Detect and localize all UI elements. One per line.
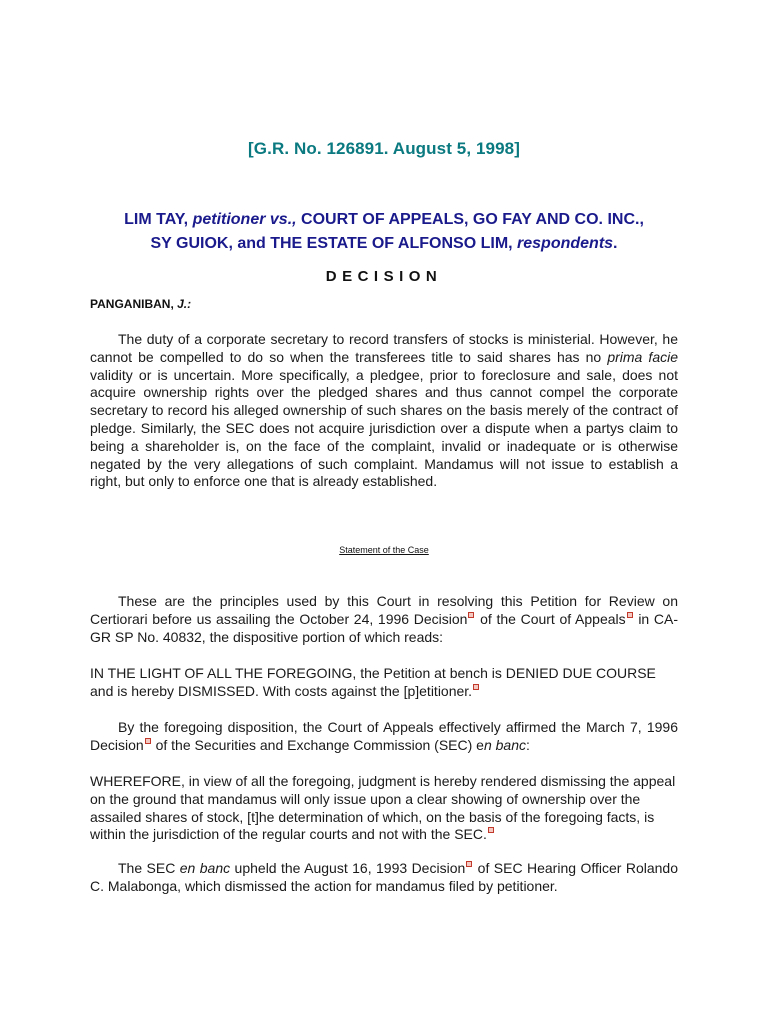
case-p1-text-1: These are the principles used by this Court in resolving this Petition for Review on Certiorari before us assailing the October 24, 1996 Decision: [90, 593, 678, 627]
ponente-name: PANGANIBAN,: [90, 297, 178, 311]
respondents-line2: SY GUIOK, and THE ESTATE OF ALFONSO LIM,: [150, 235, 518, 252]
case-p1-text-2: of the Court of Appeals: [475, 610, 626, 627]
ponente: [90, 297, 191, 311]
footnote-6-icon[interactable]: [466, 861, 472, 867]
decision-heading: DECISION: [325, 268, 443, 285]
respondents-line1: COURT OF APPEALS, GO FAY AND CO. INC.,: [296, 211, 644, 228]
case-paragraph-3: [90, 860, 678, 896]
quote2-text: WHEREFORE, in view of all the foregoing, judgment is hereby rendered dismissing the appeal on the ground that mandamus will only issue upon a clear showing of ownership over the assailed shares of stock, [t]he determination of which, on the basis of the foregoing facts, is within the jurisdiction of the regular courts and not with the SEC.: [90, 773, 676, 843]
footnote-4-icon[interactable]: [145, 738, 151, 744]
ponente-title: J.:: [177, 297, 192, 311]
footnote-3-icon[interactable]: [473, 684, 479, 690]
quote1-text: IN THE LIGHT OF ALL THE FOREGOING, the Petition at bench is DENIED DUE COURSE and is hereby DISMISSED. With costs against the [p]etitioner.: [90, 665, 656, 699]
intro-paragraph: [90, 331, 678, 491]
case-number-title: [G.R. No. 126891. August 5, 1998]: [248, 139, 520, 158]
case-p3-text-2: upheld the August 16, 1993 Decision: [230, 860, 466, 876]
intro-text-1: The duty of a corporate secretary to record transfers of stocks is ministerial. However, he cannot be compelled to do so when the transferees title to said shares has no: [90, 331, 678, 365]
case-p3-text-1: The SEC: [118, 860, 180, 876]
intro-italic: prima facie: [607, 348, 678, 365]
caption-period: .: [613, 235, 618, 252]
quote-paragraph-1: [90, 665, 678, 701]
petitioner-role: petitioner vs.,: [192, 211, 297, 228]
quote-paragraph-2: [90, 773, 678, 844]
footnote-2-icon[interactable]: [627, 612, 633, 618]
intro-text-2: validity or is uncertain. More specifically, a pledgee, prior to foreclosure and sale, does not acquire ownership rights over the pledged shares and thus cannot compel the corporate secretary to record his alleged ownership of such shares on the basis merely of the contract of pledge. Similarly, the SEC does not acquire jurisdiction over a dispute when a partys claim to being a shareholder is, on the face of the complaint, invalid or inadequate or is otherwise negated by the very allegations of such complaint. Mandamus will not issue to establish a right, but only to enforce one that is already established.: [90, 366, 678, 490]
petitioner-name: LIM TAY,: [124, 211, 193, 228]
case-p3-text-3: of SEC Hearing Officer Rolando C. Malabonga, which dismissed the action for mandamus filed by petitioner.: [90, 860, 678, 894]
case-p3-italic: en banc: [179, 860, 231, 876]
case-p1-text-3: in CA-GR SP No. 40832, the dispositive portion of which reads:: [90, 610, 678, 645]
respondents-role: respondents: [517, 235, 614, 252]
case-p2-text-2: of the Securities and Exchange Commission (SEC) e: [151, 736, 484, 753]
case-paragraph-1: [90, 593, 678, 646]
footnote-5-icon[interactable]: [488, 827, 494, 833]
case-p2-text-1: By the foregoing disposition, the Court of Appeals effectively affirmed the March 7, 1996 Decision: [90, 719, 678, 753]
case-p2-italic: n banc: [483, 736, 527, 753]
case-caption: [90, 208, 678, 256]
case-p2-text-3: :: [526, 736, 530, 753]
section-heading: Statement of the Case: [339, 545, 429, 555]
case-paragraph-2: [90, 719, 678, 755]
footnote-1-icon[interactable]: [468, 612, 474, 618]
